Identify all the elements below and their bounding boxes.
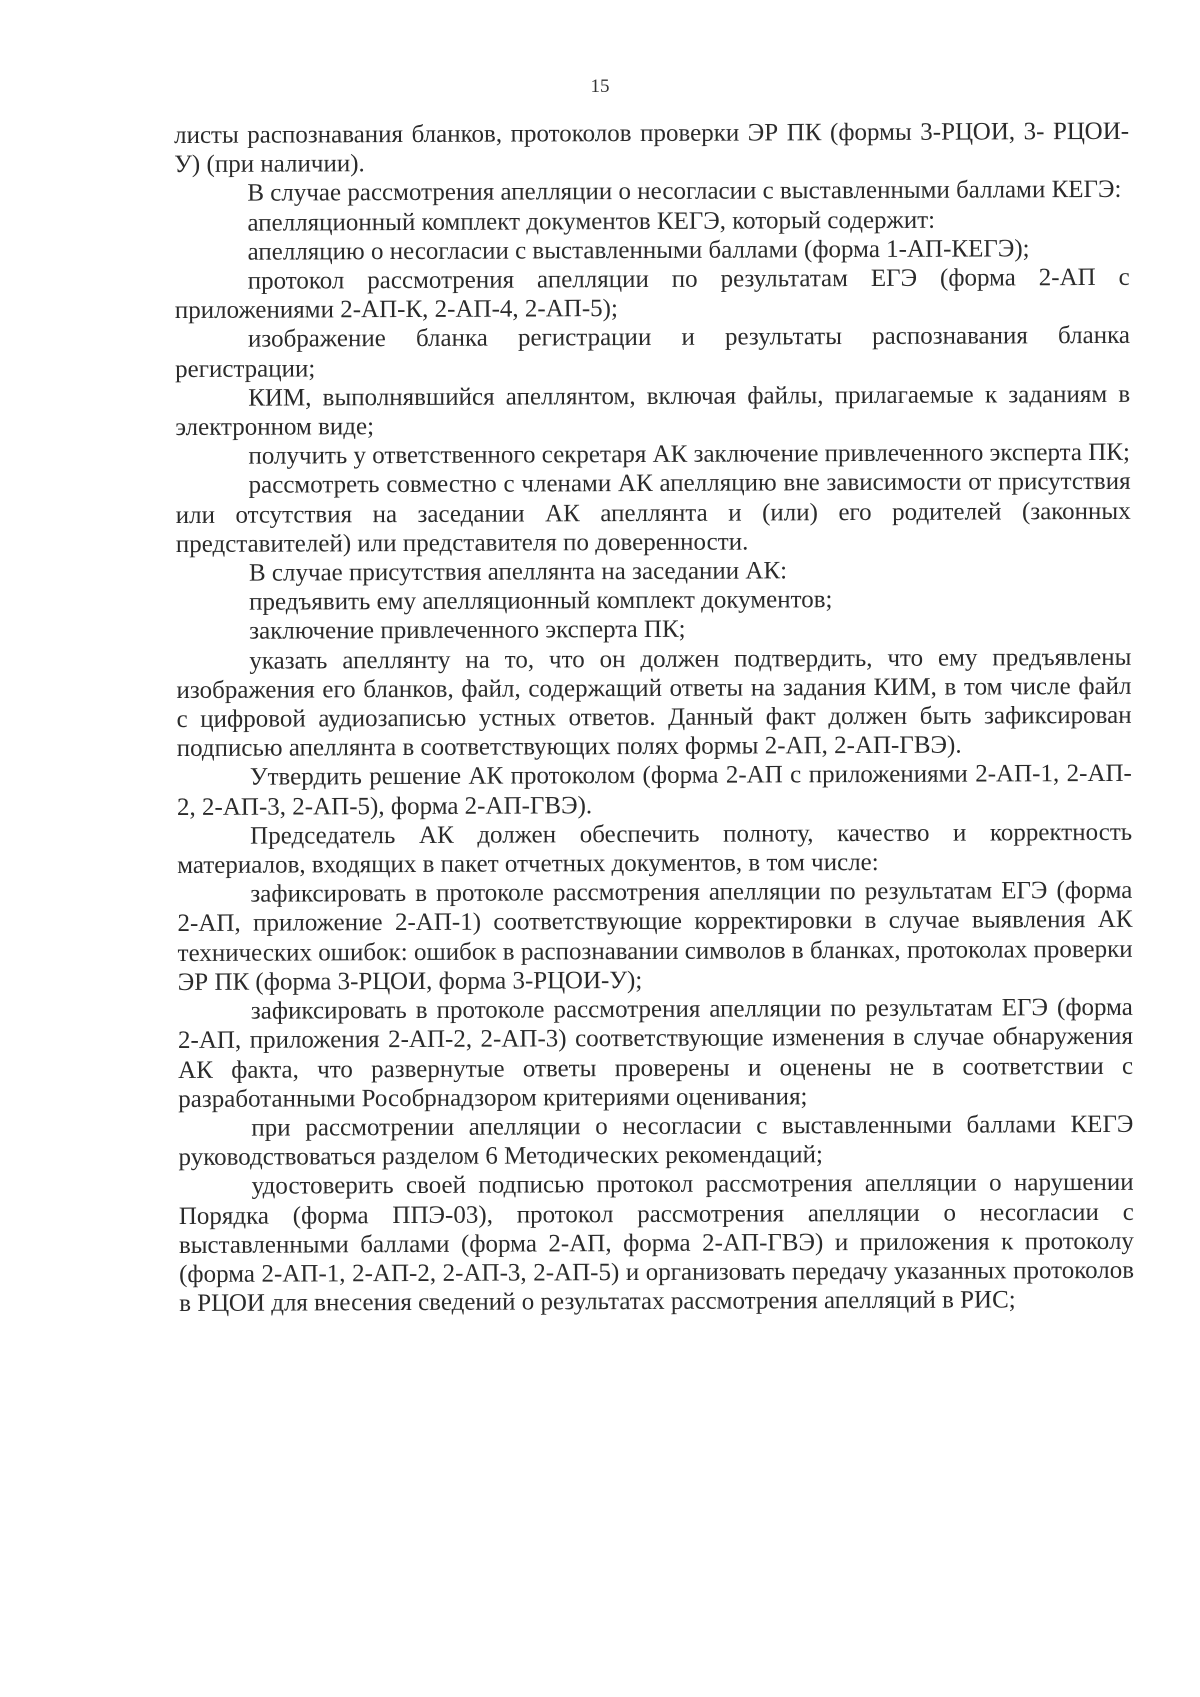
paragraph: протокол рассмотрения апелляции по результатам ЕГЭ (форма 2-АП с приложениями 2-АП-К, 2-АП-4, 2-АП-5);: [174, 263, 1130, 325]
paragraph: указать апеллянту на то, что он должен подтвердить, что ему предъявлены изображения его бланков, файл, содержащий ответы на задания КИМ, в том числе файл с цифровой аудиозаписью устных ответов. Данный факт должен быть зафиксирован подписью апеллянта в соответствующих полях формы 2-АП, 2-АП-ГВЭ).: [176, 643, 1132, 763]
paragraph: зафиксировать в протоколе рассмотрения апелляции по результатам ЕГЭ (форма 2-АП, приложения 2-АП-2, 2-АП-3) соответствующие изменения в случае обнаружения АК факта, что развернутые ответы проверены и оценены не в соответствии с разработанными Рособрнадзором критериями оценивания;: [177, 993, 1134, 1113]
paragraph: Председатель АК должен обеспечить полноту, качество и корректность материалов, входящих в пакет отчетных документов, в том числе:: [177, 818, 1133, 880]
paragraph: рассмотреть совместно с членами АК апелляцию вне зависимости от присутствия или отсутствия на заседании АК апеллянта и (или) его родителей (законных представителей) или представителя по доверенности.: [175, 468, 1131, 558]
paragraph: получить у ответственного секретаря АК заключение привлеченного эксперта ПК;: [248, 439, 1130, 470]
document-body: [174, 117, 1134, 1318]
paragraph: листы распознавания бланков, протоколов проверки ЭР ПК (формы 3-РЦОИ, 3- РЦОИ-У) (при наличии).: [174, 117, 1130, 179]
paragraph: В случае присутствия апеллянта на заседании АК:: [248, 557, 788, 587]
paragraph: КИМ, выполнявшийся апеллянтом, включая файлы, прилагаемые к заданиям в электронном виде;: [175, 380, 1131, 442]
paragraph: апелляционный комплект документов КЕГЭ, который содержит:: [247, 206, 936, 237]
paragraph: зафиксировать в протоколе рассмотрения апелляции по результатам ЕГЭ (форма 2-АП, приложение 2-АП-1) соответствующие корректировки в случае выявления АК технических ошибок: ошибок в распознавании символов в бланках, протоколах проверки ЭР ПК (форма 3-РЦОИ, форма 3-РЦОИ-У);: [177, 877, 1133, 996]
paragraph: предъявить ему апелляционный комплект документов;: [249, 586, 833, 616]
paragraph: удостоверить своей подписью протокол рассмотрения апелляции о нарушении Порядка (форма ППЭ-03), протокол рассмотрения апелляции о несогласии с выставленными баллами (форма 2-АП, форма 2-АП-ГВЭ) и приложения к протоколу (форма 2-АП-1, 2-АП-2, 2-АП-3, 2-АП-5) и организовать передачу указанных протоколов в РЦОИ для внесения сведений о результатах рассмотрения апелляций в РИС;: [178, 1169, 1135, 1318]
paragraph: изображение бланка регистрации и результаты распознавания бланка регистрации;: [175, 322, 1131, 383]
page-number: 15: [590, 76, 610, 97]
paragraph: заключение привлеченного эксперта ПК;: [249, 616, 686, 646]
paragraph: апелляцию о несогласии с выставленными баллами (форма 1-АП-КЕГЭ);: [247, 235, 1030, 266]
paragraph: В случае рассмотрения апелляции о несогласии с выставленными баллами КЕГЭ:: [247, 176, 1122, 208]
paragraph: Утвердить решение АК протоколом (форма 2-АП с приложениями 2-АП-1, 2-АП- 2, 2-АП-3, 2-АП-5), форма 2-АП-ГВЭ).: [176, 760, 1132, 821]
paragraph: при рассмотрении апелляции о несогласии с выставленными баллами КЕГЭ руководствоваться разделом 6 Методических рекомендаций;: [178, 1110, 1134, 1172]
